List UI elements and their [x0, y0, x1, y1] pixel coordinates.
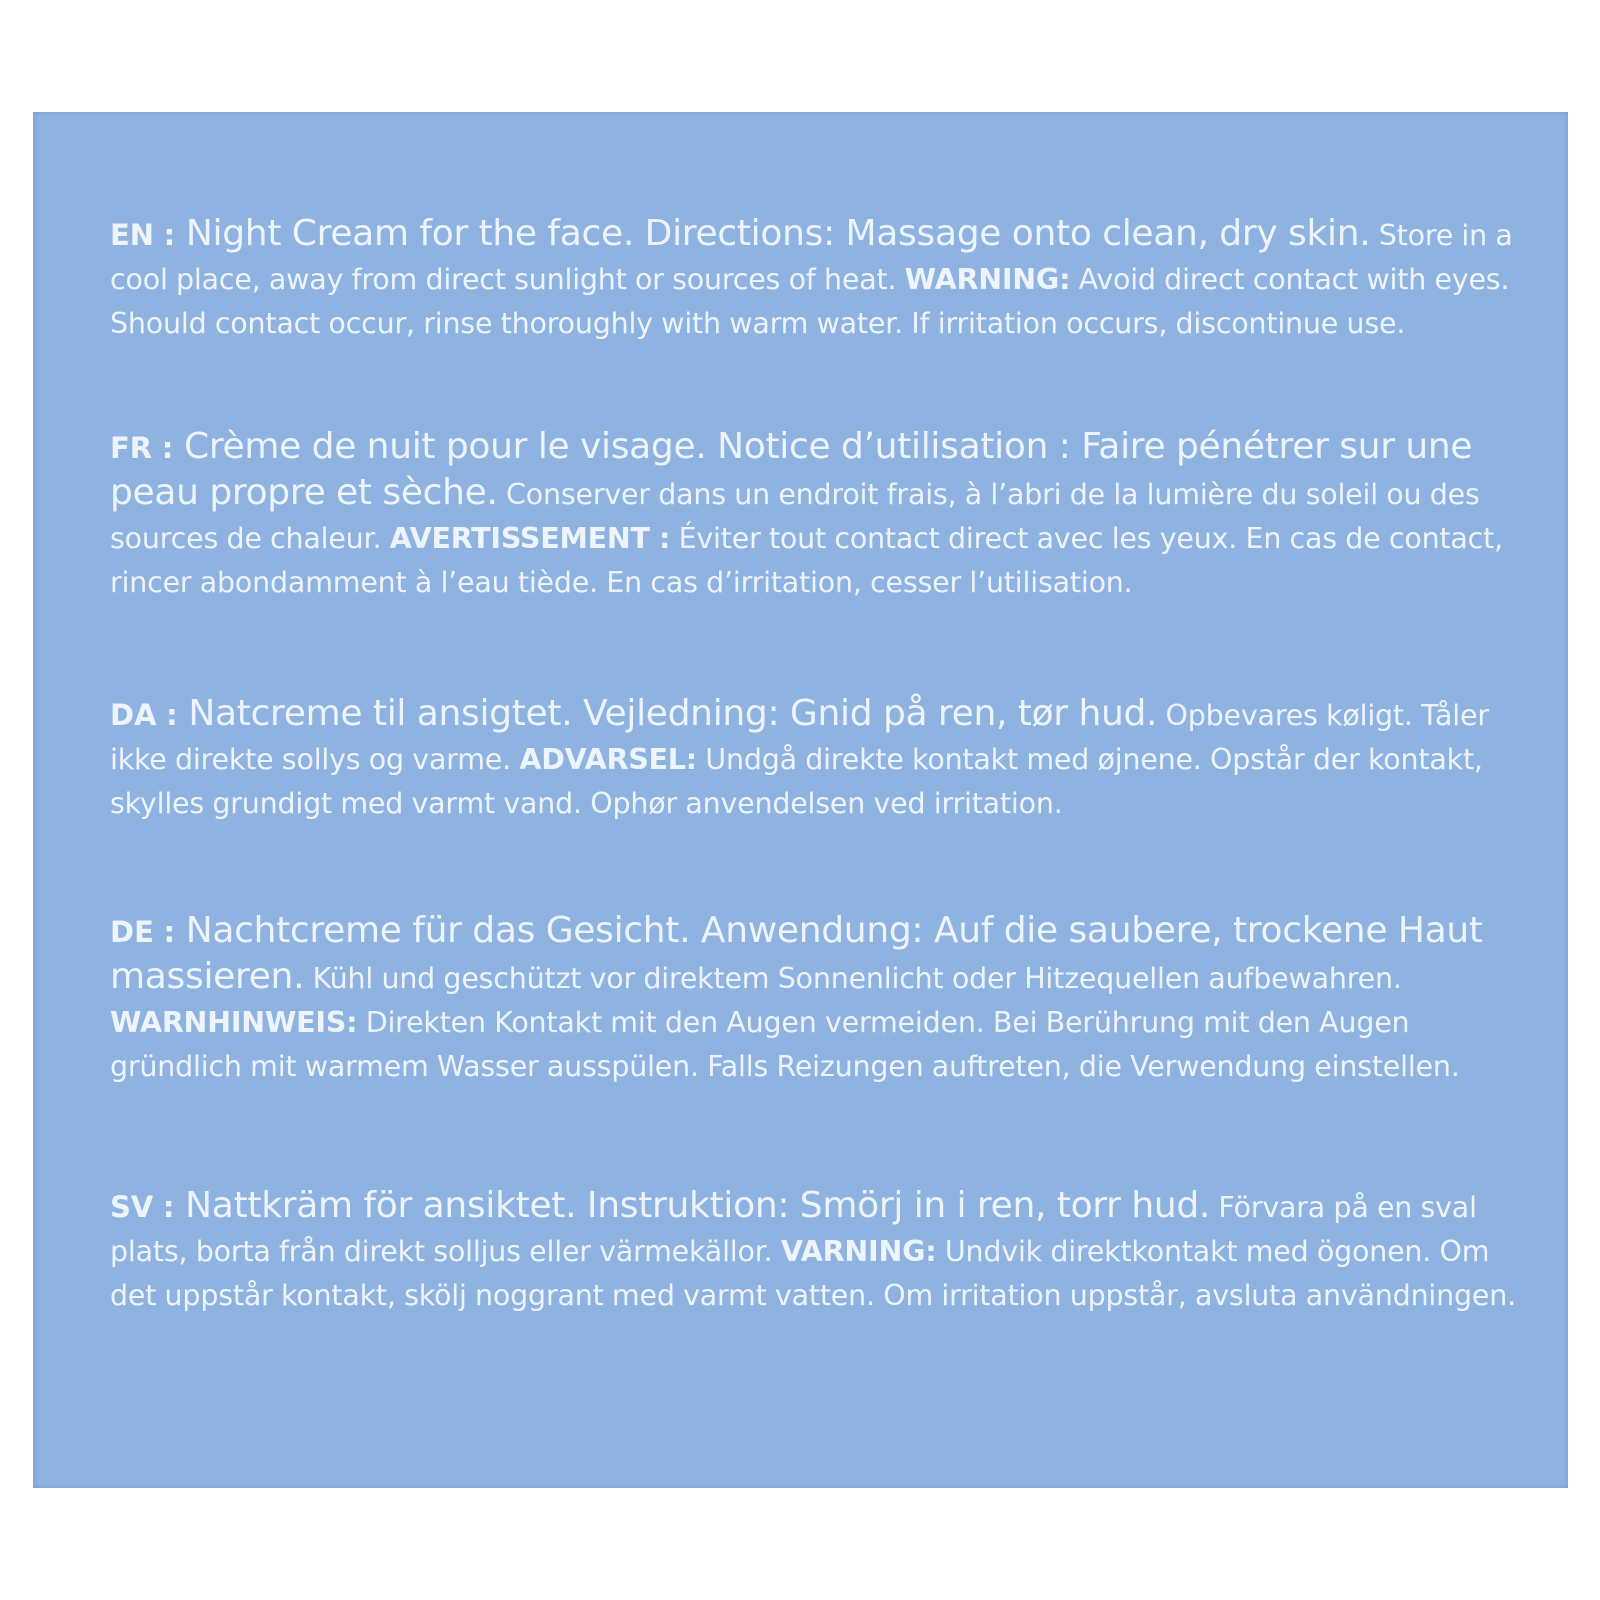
warning-text-fr: Éviter tout contact direct avec les yeux. En cas de contact, rincer abondamment à l’eau tiède. En cas d’irritation, cesser l’utilisation. — [110, 522, 1503, 599]
warning-label-de: WARNHINWEIS: — [110, 1006, 358, 1039]
warning-text-en: Avoid direct contact with eyes. Should contact occur, rinse thoroughly with warm water. If irritation occurs, discontinue use. — [110, 263, 1510, 340]
lead-de: Nachtcreme für das Gesicht. Anwendung: Auf die saubere, trockene Haut massieren. — [110, 910, 1483, 997]
section-en — [110, 212, 1540, 346]
storage-sv: Förvara på en sval plats, borta från direkt solljus eller värmekällor. — [110, 1191, 1477, 1268]
lead-da: Natcreme til ansigtet. Vejledning: Gnid på ren, tør hud. — [177, 693, 1158, 734]
warning-label-fr: AVERTISSEMENT : — [389, 522, 671, 555]
lead-fr: Crème de nuit pour le visage. Notice d’utilisation : Faire pénétrer sur une peau propre et sèche. — [110, 426, 1473, 513]
section-da-text — [110, 692, 1540, 826]
warning-text-de: Direkten Kontakt mit den Augen vermeiden. Bei Berührung mit den Augen gründlich mit warmem Wasser ausspülen. Falls Reizungen auftreten, die Verwendung einstellen. — [110, 1006, 1460, 1083]
section-sv — [110, 1184, 1540, 1318]
language-code-sv: SV : — [110, 1190, 175, 1224]
package-panel — [33, 112, 1568, 1488]
warning-label-da: ADVARSEL: — [519, 743, 697, 776]
storage-da: Opbevares køligt. Tåler ikke direkte sollys og varme. — [110, 699, 1489, 776]
language-code-da: DA : — [110, 698, 178, 732]
lead-en: Night Cream for the face. Directions: Massage onto clean, dry skin. — [175, 213, 1371, 254]
warning-label-sv: VARNING: — [780, 1235, 937, 1268]
storage-fr: Conserver dans un endroit frais, à l’abri de la lumière du soleil ou des sources de chaleur. — [110, 478, 1480, 555]
section-da — [110, 692, 1540, 826]
section-fr-text — [110, 425, 1540, 605]
storage-en: Store in a cool place, away from direct sunlight or sources of heat. — [110, 219, 1513, 296]
section-fr — [110, 425, 1540, 605]
section-sv-text — [110, 1184, 1540, 1318]
storage-de: Kühl und geschützt vor direktem Sonnenlicht oder Hitzequellen aufbewahren. — [304, 962, 1402, 995]
language-code-de: DE : — [110, 915, 176, 949]
language-code-fr: FR : — [110, 431, 174, 465]
language-code-en: EN : — [110, 218, 176, 252]
lead-sv: Nattkräm för ansiktet. Instruktion: Smörj in i ren, torr hud. — [174, 1185, 1211, 1226]
warning-label-en: WARNING: — [904, 263, 1071, 296]
section-de-text — [110, 909, 1540, 1089]
section-en-text — [110, 212, 1540, 346]
warning-text-da: Undgå direkte kontakt med øjnene. Opstår der kontakt, skylles grundigt med varmt vand. Ophør anvendelsen ved irritation. — [110, 743, 1483, 820]
section-de — [110, 909, 1540, 1089]
warning-text-sv: Undvik direktkontakt med ögonen. Om det uppstår kontakt, skölj noggrant med varmt vatten. Om irritation uppstår, avsluta användningen. — [110, 1235, 1516, 1312]
